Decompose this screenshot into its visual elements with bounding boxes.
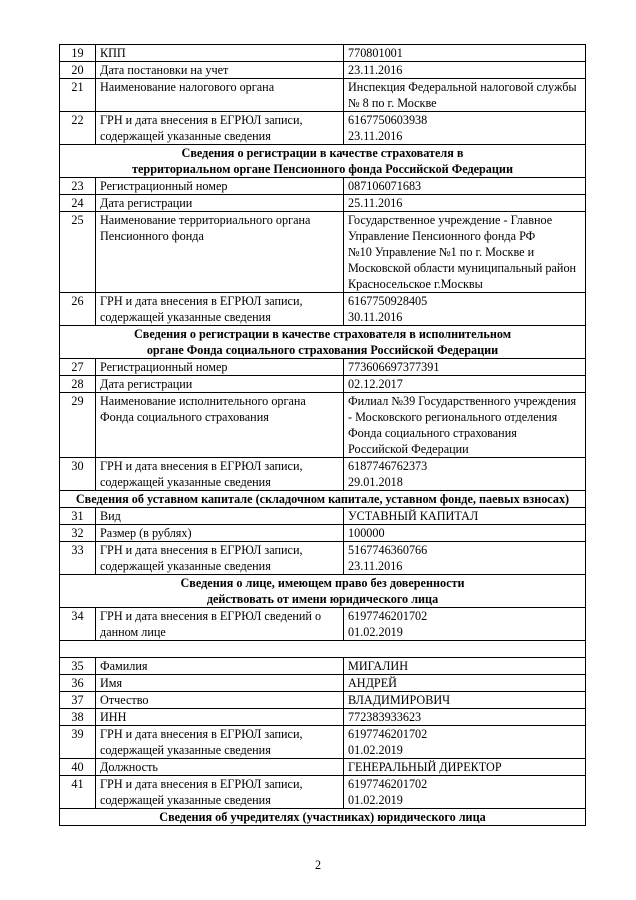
field-value-line: АНДРЕЙ [348,676,397,690]
field-label [96,45,344,62]
field-value-line: УСТАВНЫЙ КАПИТАЛ [348,509,479,523]
field-value-line: 6187746762373 [348,459,428,473]
section-header-line: Сведения о регистрации в качестве страхователя в [181,146,464,160]
field-value-line: 01.02.2019 [348,793,403,807]
field-value-line: ГЕНЕРАЛЬНЫЙ ДИРЕКТОР [348,760,502,774]
field-value-line: 773606697377391 [348,360,440,374]
field-label [96,376,344,393]
field-label-line: содержащей указанные сведения [100,559,271,573]
page-number: 2 [314,858,322,872]
field-label-line: ГРН и дата внесения в ЕГРЮЛ записи, [100,459,303,473]
field-value-line: 01.02.2019 [348,625,403,639]
row-number: 37 [60,692,96,709]
blank-cell [60,641,586,658]
section-header-line: Сведения о регистрации в качестве страхователя в исполнительном [133,327,512,341]
field-value [344,508,586,525]
field-label [96,112,344,145]
table-row [60,112,586,145]
field-label-line: Наименование исполнительного органа [100,394,306,408]
field-label [96,608,344,641]
egrul-extract-table [59,44,586,826]
table-row [60,62,586,79]
field-value [344,542,586,575]
field-value [344,658,586,675]
field-value-line: Красносельское г.Москвы [348,277,483,291]
table-row [60,212,586,293]
table-row [60,726,586,759]
field-value-line: Инспекция Федеральной налоговой службы [348,80,577,94]
table-row [60,759,586,776]
blank-row [60,641,586,658]
section-header-line: Сведения об уставном капитале (складочном капитале, уставном фонде, паевых взносах) [75,492,570,506]
field-value-line: - Московского регионального отделения [348,410,558,424]
field-value-line: ВЛАДИМИРОВИЧ [348,693,451,707]
table-row [60,542,586,575]
field-value-line: 02.12.2017 [348,377,403,391]
field-value-line: 30.11.2016 [348,310,403,324]
field-label [96,79,344,112]
field-label [96,709,344,726]
field-value-line: 6197746201702 [348,727,428,741]
field-value-line: 087106071683 [348,179,422,193]
field-label-line: Регистрационный номер [100,360,228,374]
field-label-line: содержащей указанные сведения [100,793,271,807]
section-header [60,491,586,508]
field-value [344,675,586,692]
field-value-line: 23.11.2016 [348,63,403,77]
field-value-line: 6197746201702 [348,777,428,791]
row-number: 23 [60,178,96,195]
field-label [96,759,344,776]
field-label-line: Отчество [100,693,149,707]
row-number: 38 [60,709,96,726]
field-value-line: Российской Федерации [348,442,469,456]
row-number: 34 [60,608,96,641]
section-header-row [60,491,586,508]
field-value [344,393,586,458]
field-value-line: 5167746360766 [348,543,428,557]
field-label-line: Должность [100,760,158,774]
field-value [344,776,586,809]
field-value-line: Московской области муниципальный район [348,261,577,275]
field-value [344,525,586,542]
field-value-line: Управление Пенсионного фонда РФ [348,229,536,243]
field-label [96,675,344,692]
field-label-line: Дата регистрации [100,196,193,210]
field-label-line: ГРН и дата внесения в ЕГРЮЛ записи, [100,294,303,308]
field-label-line: ГРН и дата внесения в ЕГРЮЛ сведений о [100,609,322,623]
field-value [344,608,586,641]
field-label-line: ИНН [100,710,127,724]
field-value-line: Филиал №39 Государственного учреждения [348,394,577,408]
field-value-line: 6167750603938 [348,113,428,127]
field-label-line: ГРН и дата внесения в ЕГРЮЛ записи, [100,727,303,741]
field-label [96,525,344,542]
field-value [344,458,586,491]
row-number: 28 [60,376,96,393]
field-label-line: Имя [100,676,123,690]
row-number: 30 [60,458,96,491]
field-label-line: Фамилия [100,659,148,673]
field-value [344,195,586,212]
field-label-line: ГРН и дата внесения в ЕГРЮЛ записи, [100,543,303,557]
table-row [60,525,586,542]
field-label-line: Дата постановки на учет [100,63,229,77]
field-label [96,542,344,575]
field-label [96,62,344,79]
section-header-line: Сведения об учредителях (участниках) юридического лица [159,810,486,824]
table-row [60,508,586,525]
row-number: 36 [60,675,96,692]
field-label [96,359,344,376]
field-value-line: Фонда социального страхования [348,426,517,440]
row-number: 41 [60,776,96,809]
table-row [60,45,586,62]
row-number: 22 [60,112,96,145]
field-value [344,709,586,726]
table-row [60,359,586,376]
field-value [344,178,586,195]
field-label-line: ГРН и дата внесения в ЕГРЮЛ записи, [100,777,303,791]
field-label [96,178,344,195]
field-value-line: 100000 [348,526,385,540]
field-label-line: Дата регистрации [100,377,193,391]
table-row [60,608,586,641]
field-value [344,62,586,79]
field-value-line: 770801001 [348,46,403,60]
section-header-line: территориальном органе Пенсионного фонда Российской Федерации [132,162,513,176]
field-value-line: 29.01.2018 [348,475,403,489]
table-row [60,658,586,675]
table-row [60,195,586,212]
row-number: 20 [60,62,96,79]
field-label-line: Наименование налогового органа [100,80,275,94]
section-header-line: действовать от имени юридического лица [206,592,439,606]
section-header [60,809,586,826]
field-label-line: содержащей указанные сведения [100,475,271,489]
table-row [60,293,586,326]
table-row [60,776,586,809]
section-header-row [60,326,586,359]
table-row [60,79,586,112]
row-number: 39 [60,726,96,759]
field-value [344,212,586,293]
field-label-line: КПП [100,46,126,60]
row-number: 19 [60,45,96,62]
field-value [344,759,586,776]
field-label [96,212,344,293]
row-number: 24 [60,195,96,212]
section-header-row [60,145,586,178]
field-label [96,393,344,458]
field-value-line: № 8 по г. Москве [348,96,437,110]
field-value [344,359,586,376]
field-value [344,45,586,62]
section-header-row [60,575,586,608]
row-number: 33 [60,542,96,575]
table-body [60,45,586,826]
field-value-line: 6167750928405 [348,294,428,308]
field-value-line: Государственное учреждение - Главное [348,213,553,227]
field-value-line: МИГАЛИН [348,659,409,673]
field-label-line: Вид [100,509,121,523]
row-number: 26 [60,293,96,326]
field-label [96,195,344,212]
field-label [96,293,344,326]
table-row [60,393,586,458]
row-number: 29 [60,393,96,458]
field-label-line: Размер (в рублях) [100,526,192,540]
field-label-line: Пенсионного фонда [100,229,204,243]
field-label [96,776,344,809]
field-label [96,658,344,675]
table-row [60,376,586,393]
table-row [60,675,586,692]
field-label [96,458,344,491]
field-label-line: Регистрационный номер [100,179,228,193]
row-number: 27 [60,359,96,376]
section-header-line: органе Фонда социального страхования Российской Федерации [146,343,499,357]
field-value-line: 772383933623 [348,710,422,724]
field-value [344,112,586,145]
field-label [96,508,344,525]
field-value [344,79,586,112]
row-number: 32 [60,525,96,542]
field-value-line: 6197746201702 [348,609,428,623]
field-value [344,293,586,326]
field-value-line: 23.11.2016 [348,129,403,143]
field-label-line: ГРН и дата внесения в ЕГРЮЛ записи, [100,113,303,127]
field-label-line: содержащей указанные сведения [100,129,271,143]
section-header-line: Сведения о лице, имеющем право без доверенности [180,576,465,590]
field-value-line: №10 Управление №1 по г. Москве и [348,245,535,259]
section-header [60,326,586,359]
field-label-line: данном лице [100,625,166,639]
field-label-line: Фонда социального страхования [100,410,269,424]
row-number: 25 [60,212,96,293]
field-value-line: 25.11.2016 [348,196,403,210]
field-label-line: Наименование территориального органа [100,213,311,227]
table-row [60,178,586,195]
table-row [60,692,586,709]
section-header [60,575,586,608]
row-number: 35 [60,658,96,675]
field-value-line: 01.02.2019 [348,743,403,757]
table-row [60,709,586,726]
field-label [96,692,344,709]
field-label-line: содержащей указанные сведения [100,743,271,757]
field-value-line: 23.11.2016 [348,559,403,573]
row-number: 31 [60,508,96,525]
field-label [96,726,344,759]
field-value [344,726,586,759]
field-label-line: содержащей указанные сведения [100,310,271,324]
row-number: 21 [60,79,96,112]
section-header [60,145,586,178]
field-value [344,692,586,709]
section-header-row [60,809,586,826]
row-number: 40 [60,759,96,776]
table-row [60,458,586,491]
field-value [344,376,586,393]
